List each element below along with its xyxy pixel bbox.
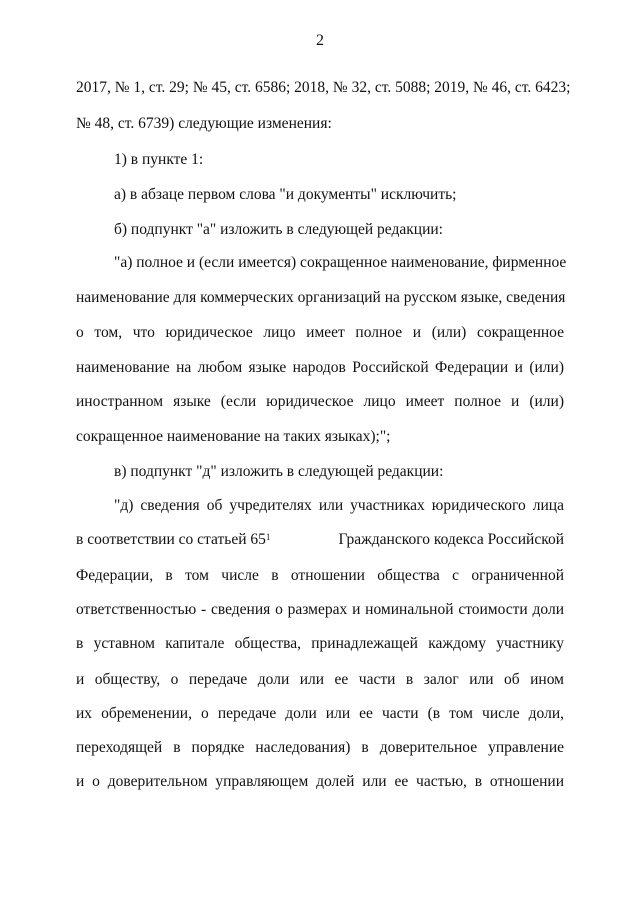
text-line: переходящей в порядке наследования) в доверительное управление <box>76 739 564 756</box>
superscript: 1 <box>265 532 271 542</box>
text-line: Федерации, в том числе в отношении общества с ограниченной <box>76 567 564 584</box>
text-fragment: в соответствии со статьей $65^1$ <box>76 531 271 548</box>
text-line: о том, что юридическое лицо имеет полное и (или) сокращенное <box>76 324 564 341</box>
text-line: № 48, ст. 6739) следующие изменения: <box>76 115 332 132</box>
text-line <box>76 530 564 550</box>
text-line: иностранном языке (если юридическое лицо имеет полное и (или) <box>76 393 564 410</box>
text-fragment: Гражданского кодекса Российской <box>338 531 564 548</box>
text-line: и обществу, о передаче доли или ее части в залог или об ином <box>76 671 564 688</box>
text-line: в уставном капитале общества, принадлежащей каждому участнику <box>76 635 564 652</box>
text-line: "д) сведения об учредителях или участниках юридического лица <box>114 497 564 514</box>
text-line: наименование на любом языке народов Российской Федерации и (или) <box>76 359 564 376</box>
text-line: 1) в пункте 1: <box>114 151 204 168</box>
text-line: ответственностью - сведения о размерах и номинальной стоимости доли <box>76 601 564 618</box>
text-line: их обременении, о передаче доли или ее части (в том числе доли, <box>76 705 564 722</box>
text-line: 2017, № 1, ст. 29; № 45, ст. 6586; 2018, № 32, ст. 5088; 2019, № 46, ст. 6423; <box>76 79 571 96</box>
text-line: "а) полное и (если имеется) сокращенное наименование, фирменное <box>114 254 567 271</box>
text-line: в) подпункт "д" изложить в следующей редакции: <box>114 463 444 480</box>
text-line: наименование для коммерческих организаций на русском языке, сведения <box>76 289 566 306</box>
page-number: 2 <box>316 32 324 49</box>
text-line: и о доверительном управляющем долей или ее частью, в отношении <box>76 773 564 790</box>
text-line: а) в абзаце первом слова "и документы" исключить; <box>114 186 457 203</box>
text-line: сокращенное наименование на таких языках);"; <box>76 428 391 445</box>
text-line: б) подпункт "а" изложить в следующей редакции: <box>114 221 443 238</box>
